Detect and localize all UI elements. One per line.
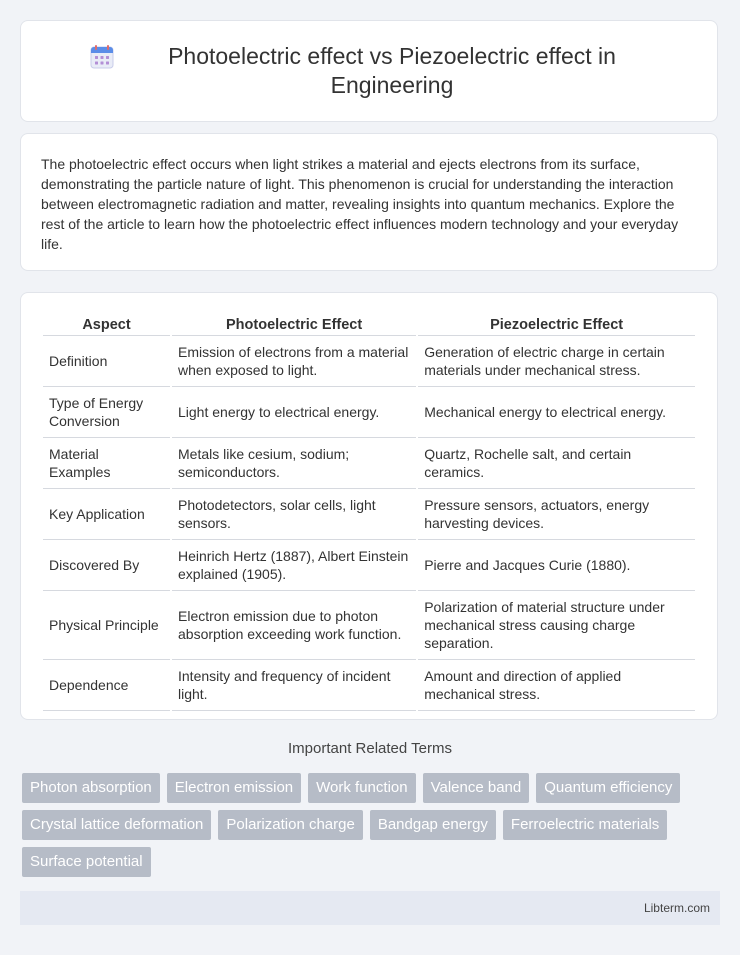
column-header-piezoelectric: Piezoelectric Effect — [418, 313, 695, 336]
related-term-tag[interactable]: Surface potential — [22, 847, 151, 877]
table-row — [43, 660, 695, 711]
related-term-tag[interactable]: Bandgap energy — [370, 810, 496, 840]
footer-brand-link[interactable]: Libterm.com — [643, 901, 710, 915]
piezoelectric-cell: Quartz, Rochelle salt, and certain ceramics. — [418, 438, 695, 489]
photoelectric-cell: Metals like cesium, sodium; semiconductors. — [172, 438, 416, 489]
aspect-cell: Type of Energy Conversion — [43, 387, 170, 438]
related-term-tag[interactable]: Ferroelectric materials — [503, 810, 667, 840]
table-row — [43, 489, 695, 540]
comparison-table-card — [20, 292, 718, 720]
related-term-tag[interactable]: Valence band — [423, 773, 530, 803]
related-term-tag[interactable]: Crystal lattice deformation — [22, 810, 211, 840]
piezoelectric-cell: Polarization of material structure under mechanical stress causing charge separation. — [418, 591, 695, 660]
photoelectric-cell: Photodetectors, solar cells, light sensors. — [172, 489, 416, 540]
aspect-cell: Physical Principle — [43, 591, 170, 660]
photoelectric-cell: Electron emission due to photon absorption exceeding work function. — [172, 591, 416, 660]
photoelectric-cell: Light energy to electrical energy. — [172, 387, 416, 438]
related-terms-title: Important Related Terms — [288, 740, 452, 757]
header-card — [20, 20, 718, 122]
column-header-photoelectric: Photoelectric Effect — [172, 313, 416, 336]
table-header-row — [43, 313, 695, 336]
aspect-cell: Discovered By — [43, 540, 170, 591]
related-term-tag[interactable]: Quantum efficiency — [536, 773, 680, 803]
table-row — [43, 540, 695, 591]
piezoelectric-cell: Pressure sensors, actuators, energy harvesting devices. — [418, 489, 695, 540]
related-term-tag[interactable]: Work function — [308, 773, 415, 803]
piezoelectric-cell: Mechanical energy to electrical energy. — [418, 387, 695, 438]
photoelectric-cell: Emission of electrons from a material when exposed to light. — [172, 336, 416, 387]
intro-card — [20, 133, 718, 271]
table-row — [43, 387, 695, 438]
table-row — [43, 591, 695, 660]
page-title: Photoelectric effect vs Piezoelectric effect in Engineering — [168, 43, 616, 98]
intro-paragraph: The photoelectric effect occurs when light strikes a material and ejects electrons from its surface, demonstrating the particle nature of light. This phenomenon is crucial for understanding the interaction between electromagnetic radiation and matter, revealing insights into quantum mechanics. Explore the rest of the article to learn how the photoelectric effect influences modern technology and your everyday life. — [41, 156, 679, 252]
related-term-tag[interactable]: Photon absorption — [22, 773, 160, 803]
piezoelectric-cell: Pierre and Jacques Curie (1880). — [418, 540, 695, 591]
photoelectric-cell: Intensity and frequency of incident light. — [172, 660, 416, 711]
related-terms-list — [22, 773, 722, 877]
table-row — [43, 438, 695, 489]
related-term-tag[interactable]: Polarization charge — [218, 810, 362, 840]
title-wrap — [89, 42, 649, 100]
aspect-cell: Material Examples — [43, 438, 170, 489]
aspect-cell: Definition — [43, 336, 170, 387]
piezoelectric-cell: Amount and direction of applied mechanical stress. — [418, 660, 695, 711]
calendar-icon — [89, 44, 115, 70]
comparison-table — [41, 313, 697, 711]
footer — [20, 891, 720, 925]
photoelectric-cell: Heinrich Hertz (1887), Albert Einstein explained (1905). — [172, 540, 416, 591]
aspect-cell: Key Application — [43, 489, 170, 540]
aspect-cell: Dependence — [43, 660, 170, 711]
column-header-aspect: Aspect — [43, 313, 170, 336]
related-term-tag[interactable]: Electron emission — [167, 773, 301, 803]
table-row — [43, 336, 695, 387]
piezoelectric-cell: Generation of electric charge in certain materials under mechanical stress. — [418, 336, 695, 387]
